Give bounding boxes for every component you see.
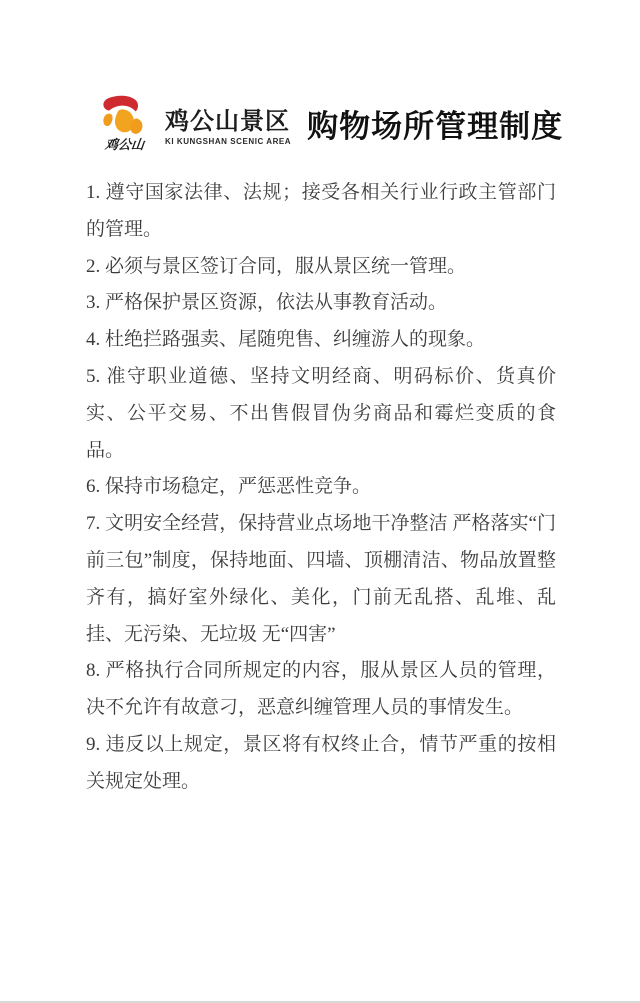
brand-block xyxy=(165,109,291,146)
logo-calligraphy-text: 鸡公山 xyxy=(104,137,146,152)
rooster-brush-mark-icon xyxy=(98,92,152,140)
scenic-area-logo xyxy=(94,92,156,152)
brand-name-cn: 鸡公山景区 xyxy=(165,108,290,135)
rule-item: 9. 违反以上规定，景区将有权终止合，情节严重的按相关规定处理。 xyxy=(86,733,556,792)
rule-item: 5. 准守职业道德、坚持文明经商、明码标价、货真价实、公平交易、不出售假冒伪劣商品和霉烂变质的食品。 xyxy=(86,365,556,461)
rule-item: 8. 严格执行合同所规定的内容，服从景区人员的管理，决不允许有故意刁，恶意纠缠管理人员的事情发生。 xyxy=(86,660,556,719)
document-header xyxy=(94,86,640,152)
rule-item: 3. 严格保护景区资源，依法从事教育活动。 xyxy=(86,292,448,314)
page-title: 购物场所管理制度 xyxy=(307,109,564,144)
rule-item: 2. 必须与景区签订合同，服从景区统一管理。 xyxy=(86,255,467,277)
rules-list xyxy=(86,175,556,801)
rule-item: 6. 保持市场稳定，严惩恶性竞争。 xyxy=(86,476,372,498)
rule-item: 4. 杜绝拦路强卖、尾随兜售、纠缠游人的现象。 xyxy=(86,329,486,351)
document-page xyxy=(0,86,640,1003)
brand-name-en: KI KUNGSHAN SCENIC AREA xyxy=(165,137,292,146)
rule-item: 7. 文明安全经营，保持营业点场地干净整洁 严格落实“门前三包”制度，保持地面、四墙、顶棚清洁、物品放置整齐有，搞好室外绿化、美化，门前无乱搭、乱堆、乱挂、无污染、无垃圾 无“四害” xyxy=(86,513,556,645)
rule-item: 1. 遵守国家法律、法规；接受各相关行业行政主管部门的管理。 xyxy=(86,182,556,240)
